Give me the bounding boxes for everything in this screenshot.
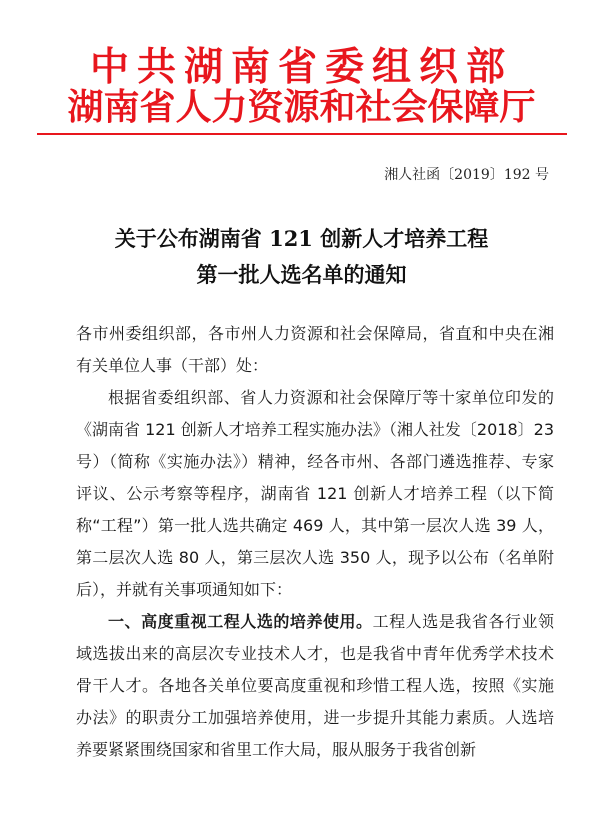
paragraph-1: 根据省委组织部、省人力资源和社会保障厅等十家单位印发的《湖南省 121 创新人才培养工程实施办法》（湘人社发〔2018〕23 号）（简称《实施办法》）精神，经各市州、各部门遴选推荐、专家评议、公示考察等程序，湖南省 121 创新人才培养工程（以下简称“工程”）第一批人选共确定 469 人，其中第一层次人选 39 人，第二层次人选 80 人，第三层次人选 350 人，现予以公布（名单附后），并就有关事项通知如下： [76,388,554,599]
section-1-text: 工程人选是我省各行业领域选拔出来的高层次专业技术人才，也是我省中青年优秀学术技术骨干人才。各地各关单位要高度重视和珍惜工程人选，按照《实施办法》的职责分工加强培养使用，进一步提升其能力素质。人选培养要紧紧围绕国家和省里工作大局，服从服务于我省创新 [76,612,554,759]
recipients: 各市州委组织部，各市州人力资源和社会保障局，省直和中央在湘有关单位人事（干部）处： [76,324,554,375]
document-number: 湘人社函〔2019〕192 号 [384,167,549,183]
title-line-1: 关于公布湖南省 121 创新人才培养工程 [114,226,489,251]
issuer-line-2: 湖南省人力资源和社会保障厅 [67,86,536,128]
title-line-2: 第一批人选名单的通知 [196,262,407,287]
issuer-line-1: 中共湖南省委组织部 [89,44,513,90]
red-divider-line [37,133,567,135]
section-1 [76,606,554,766]
section-1-heading: 一、高度重视工程人选的培养使用。 [108,612,373,631]
document-body [76,318,554,766]
